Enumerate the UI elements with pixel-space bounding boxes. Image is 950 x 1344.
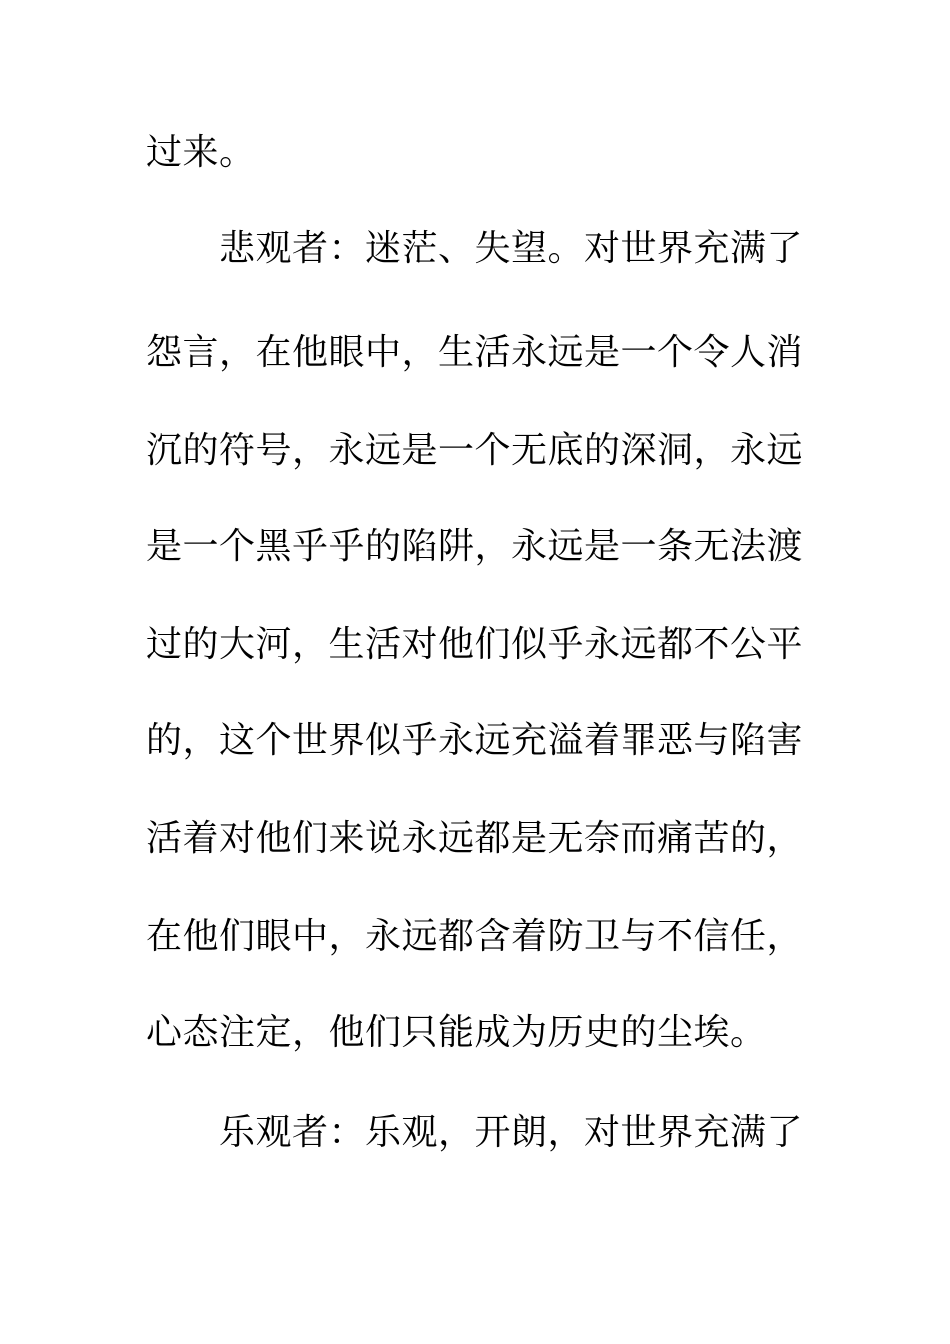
text-line: 心态注定，他们只能成为历史的尘埃。 bbox=[146, 1012, 767, 1053]
text-line: 的，这个世界似乎永远充溢着罪恶与陷害 bbox=[146, 720, 804, 761]
paragraph-start-line: 悲观者：迷茫、失望。对世界充满了 bbox=[219, 228, 804, 269]
text-line: 过来。 bbox=[146, 132, 256, 173]
text-line: 沉的符号，永远是一个无底的深洞，永远 bbox=[146, 430, 804, 471]
text-line: 怨言，在他眼中，生活永远是一个令人消 bbox=[146, 332, 804, 373]
text-line: 在他们眼中，永远都含着防卫与不信任， bbox=[146, 916, 804, 957]
text-line: 是一个黑乎乎的陷阱，永远是一条无法渡 bbox=[146, 526, 804, 567]
paragraph-start-line: 乐观者：乐观，开朗，对世界充满了 bbox=[219, 1112, 804, 1153]
text-line: 过的大河，生活对他们似乎永远都不公平 bbox=[146, 624, 804, 665]
text-line: 活着对他们来说永远都是无奈而痛苦的， bbox=[146, 818, 804, 859]
